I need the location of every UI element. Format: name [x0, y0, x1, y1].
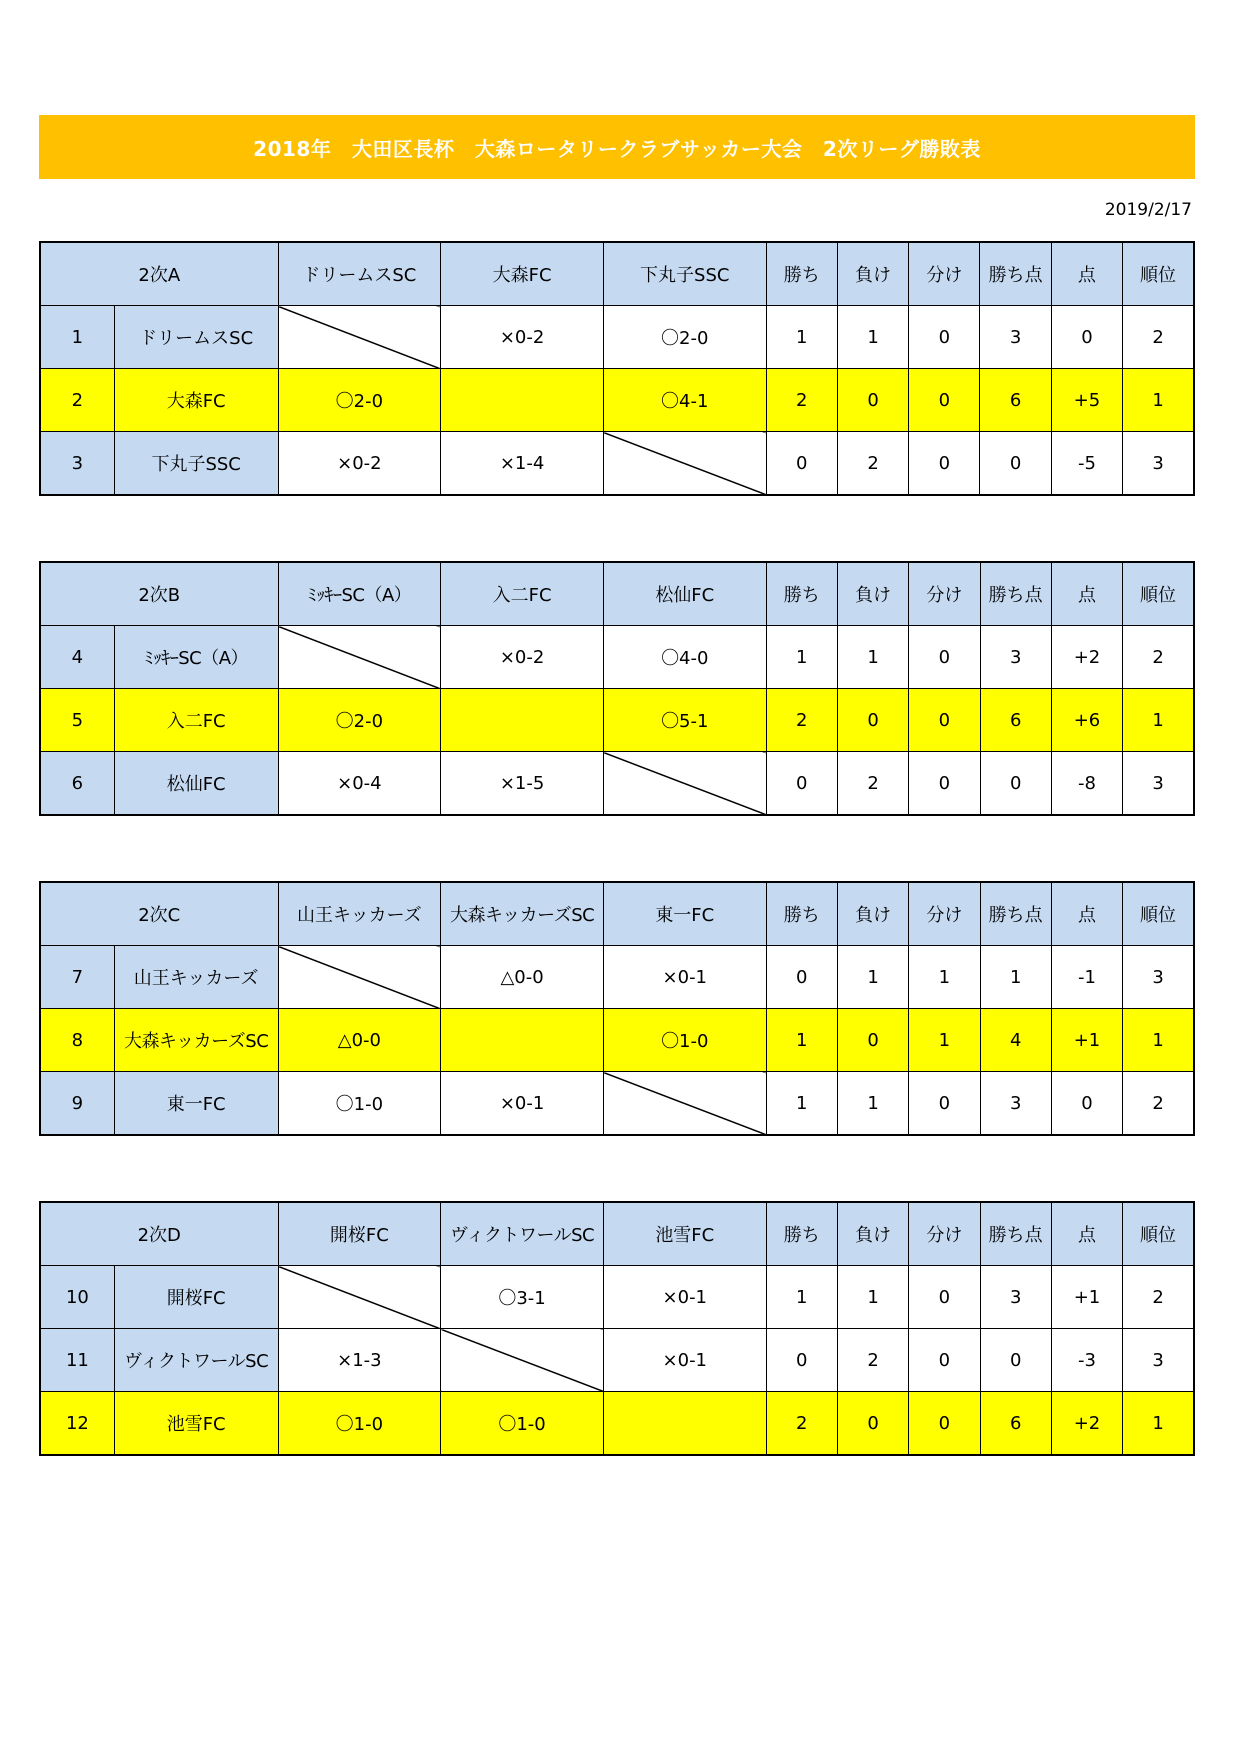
date-label: 2019/2/17	[1104, 200, 1192, 220]
stat-value: 0	[909, 689, 980, 752]
team-number: 5	[40, 689, 114, 752]
stat-header: 勝ち	[766, 1202, 837, 1266]
self-match-diagonal	[603, 1072, 766, 1136]
match-result: ×0-4	[278, 752, 441, 816]
stat-value: 4	[980, 1009, 1051, 1072]
match-result: 〇1-0	[603, 1009, 766, 1072]
stat-value: 0	[1051, 1072, 1122, 1136]
stat-value: 2	[766, 1392, 837, 1456]
match-result: 〇5-1	[603, 689, 766, 752]
match-result: 〇1-0	[278, 1072, 441, 1136]
self-match-diagonal	[278, 1266, 441, 1329]
stat-value: 1	[1123, 1392, 1194, 1456]
stat-value: 0	[837, 1392, 908, 1456]
stat-value: 1	[837, 946, 908, 1009]
opponent-header: 山王キッカーズ	[278, 882, 441, 946]
match-result: 〇2-0	[603, 306, 766, 369]
stat-value: 1	[766, 626, 837, 689]
stat-value: 2	[766, 689, 837, 752]
team-name: 入二FC	[114, 689, 278, 752]
stat-value: 3	[980, 626, 1051, 689]
stat-value: -3	[1051, 1329, 1122, 1392]
stat-value: 1	[837, 1266, 908, 1329]
match-result: 〇4-0	[603, 626, 766, 689]
self-match-diagonal	[278, 946, 441, 1009]
match-result: 〇2-0	[278, 689, 441, 752]
stat-header: 負け	[837, 242, 908, 306]
stat-header: 点	[1051, 882, 1122, 946]
match-result: △0-0	[278, 1009, 441, 1072]
opponent-header: 大森キッカーズSC	[441, 882, 604, 946]
stat-header: 順位	[1123, 1202, 1194, 1266]
match-result: ×0-1	[603, 1329, 766, 1392]
stat-value: 1	[1123, 689, 1194, 752]
stat-value: -5	[1051, 432, 1122, 496]
stat-value: 2	[1123, 626, 1194, 689]
match-result: ×1-3	[278, 1329, 441, 1392]
team-number: 1	[40, 306, 114, 369]
stat-value: 6	[980, 1392, 1051, 1456]
group-name: 2次D	[40, 1202, 278, 1266]
stat-value: 2	[766, 369, 837, 432]
stat-header: 勝ち	[766, 882, 837, 946]
self-match-diagonal	[441, 1329, 604, 1392]
stat-value: 2	[1123, 306, 1194, 369]
opponent-header: 池雪FC	[603, 1202, 766, 1266]
stat-value: +1	[1051, 1266, 1122, 1329]
stat-header: 順位	[1123, 562, 1194, 626]
stat-value: 1	[980, 946, 1051, 1009]
stat-value: 1	[1123, 1009, 1194, 1072]
stat-header: 分け	[909, 242, 980, 306]
team-number: 8	[40, 1009, 114, 1072]
team-name: ドリームスSC	[114, 306, 278, 369]
stat-value: 0	[1051, 306, 1122, 369]
stat-header: 順位	[1123, 882, 1194, 946]
stat-value: 1	[909, 946, 980, 1009]
stat-header: 分け	[909, 562, 980, 626]
self-match-diagonal	[441, 369, 604, 432]
stat-value: 0	[909, 369, 980, 432]
stat-value: 1	[837, 1072, 908, 1136]
stat-value: 2	[1123, 1072, 1194, 1136]
opponent-header: 東一FC	[603, 882, 766, 946]
stat-value: 0	[766, 1329, 837, 1392]
opponent-header: 開桜FC	[278, 1202, 441, 1266]
match-result: 〇1-0	[278, 1392, 441, 1456]
match-result: ×0-2	[278, 432, 441, 496]
table-row	[40, 626, 1194, 689]
opponent-header: 入二FC	[441, 562, 604, 626]
match-result: ×0-2	[441, 306, 604, 369]
match-result: ×1-4	[441, 432, 604, 496]
stat-value: +6	[1051, 689, 1122, 752]
stat-header: 分け	[909, 882, 980, 946]
table-row	[40, 752, 1194, 816]
opponent-header: ヴィクトワールSC	[441, 1202, 604, 1266]
opponent-header: ドリームスSC	[278, 242, 441, 306]
stat-header: 勝ち	[766, 242, 837, 306]
self-match-diagonal	[278, 306, 441, 369]
team-number: 10	[40, 1266, 114, 1329]
stat-value: 0	[909, 752, 980, 816]
stat-value: -1	[1051, 946, 1122, 1009]
match-result: ×0-1	[441, 1072, 604, 1136]
match-result: 〇3-1	[441, 1266, 604, 1329]
stat-header: 点	[1051, 1202, 1122, 1266]
stat-value: 1	[766, 1266, 837, 1329]
stat-value: 0	[909, 432, 980, 496]
table-header-row	[40, 562, 1194, 626]
match-result: 〇2-0	[278, 369, 441, 432]
match-result: ×1-5	[441, 752, 604, 816]
team-name: 大森キッカーズSC	[114, 1009, 278, 1072]
self-match-diagonal	[441, 689, 604, 752]
team-name: 下丸子SSC	[114, 432, 278, 496]
stat-value: 1	[909, 1009, 980, 1072]
match-result: 〇4-1	[603, 369, 766, 432]
stat-header: 負け	[837, 1202, 908, 1266]
stat-header: 点	[1051, 242, 1122, 306]
team-name: 松仙FC	[114, 752, 278, 816]
stat-header: 順位	[1123, 242, 1194, 306]
table-row	[40, 1329, 1194, 1392]
stat-value: 2	[837, 1329, 908, 1392]
table-row	[40, 306, 1194, 369]
opponent-header: 大森FC	[441, 242, 604, 306]
opponent-header: ﾐｯｷｰSC（A）	[278, 562, 441, 626]
stat-value: 0	[909, 626, 980, 689]
stat-value: 0	[837, 689, 908, 752]
stat-value: +5	[1051, 369, 1122, 432]
stat-value: 2	[1123, 1266, 1194, 1329]
stat-header: 勝ち点	[980, 1202, 1051, 1266]
table-header-row	[40, 242, 1194, 306]
match-result: ×0-2	[441, 626, 604, 689]
stat-value: 0	[980, 1329, 1051, 1392]
stat-header: 分け	[909, 1202, 980, 1266]
self-match-diagonal	[603, 752, 766, 816]
team-number: 3	[40, 432, 114, 496]
team-name: 大森FC	[114, 369, 278, 432]
stat-value: 3	[980, 1072, 1051, 1136]
team-number: 12	[40, 1392, 114, 1456]
self-match-diagonal	[603, 432, 766, 496]
table-row	[40, 1392, 1194, 1456]
table-row	[40, 432, 1194, 496]
team-number: 6	[40, 752, 114, 816]
stat-value: +1	[1051, 1009, 1122, 1072]
team-name: ヴィクトワールSC	[114, 1329, 278, 1392]
team-name: ﾐｯｷｰSC（A）	[114, 626, 278, 689]
match-result: ×0-1	[603, 946, 766, 1009]
stat-value: 0	[909, 1392, 980, 1456]
team-number: 9	[40, 1072, 114, 1136]
team-name: 開桜FC	[114, 1266, 278, 1329]
team-name: 池雪FC	[114, 1392, 278, 1456]
stat-value: 3	[1123, 432, 1194, 496]
title-banner	[39, 115, 1195, 179]
stat-value: 6	[980, 689, 1051, 752]
stat-value: +2	[1051, 1392, 1122, 1456]
self-match-diagonal	[278, 626, 441, 689]
stat-value: 0	[837, 1009, 908, 1072]
stat-value: 3	[980, 306, 1051, 369]
stat-header: 点	[1051, 562, 1122, 626]
table-row	[40, 369, 1194, 432]
stat-value: 3	[1123, 946, 1194, 1009]
team-number: 11	[40, 1329, 114, 1392]
stat-value: 0	[837, 369, 908, 432]
stat-header: 勝ち	[766, 562, 837, 626]
stat-value: 0	[766, 752, 837, 816]
league-table-3	[39, 1201, 1195, 1456]
stat-value: 1	[766, 306, 837, 369]
stat-value: 0	[909, 1329, 980, 1392]
stat-header: 負け	[837, 882, 908, 946]
stat-value: 2	[837, 432, 908, 496]
self-match-diagonal	[603, 1392, 766, 1456]
table-header-row	[40, 1202, 1194, 1266]
stat-value: 0	[980, 432, 1051, 496]
team-name: 山王キッカーズ	[114, 946, 278, 1009]
opponent-header: 下丸子SSC	[603, 242, 766, 306]
team-number: 2	[40, 369, 114, 432]
table-row	[40, 1009, 1194, 1072]
stat-value: 0	[909, 1072, 980, 1136]
group-name: 2次C	[40, 882, 278, 946]
stat-value: 1	[766, 1072, 837, 1136]
table-row	[40, 689, 1194, 752]
stat-value: 0	[909, 306, 980, 369]
group-name: 2次A	[40, 242, 278, 306]
stat-value: 0	[980, 752, 1051, 816]
stat-value: 1	[837, 306, 908, 369]
stat-value: 3	[980, 1266, 1051, 1329]
league-table-2	[39, 881, 1195, 1136]
stat-header: 勝ち点	[980, 882, 1051, 946]
team-number: 4	[40, 626, 114, 689]
stat-value: 0	[766, 432, 837, 496]
stat-value: 2	[837, 752, 908, 816]
stat-value: 1	[837, 626, 908, 689]
stat-value: 1	[1123, 369, 1194, 432]
table-row	[40, 946, 1194, 1009]
opponent-header: 松仙FC	[603, 562, 766, 626]
stat-header: 勝ち点	[980, 242, 1051, 306]
self-match-diagonal	[441, 1009, 604, 1072]
group-name: 2次B	[40, 562, 278, 626]
stat-value: +2	[1051, 626, 1122, 689]
match-result: ×0-1	[603, 1266, 766, 1329]
table-header-row	[40, 882, 1194, 946]
stat-value: -8	[1051, 752, 1122, 816]
stat-value: 0	[766, 946, 837, 1009]
league-table-0	[39, 241, 1195, 496]
team-number: 7	[40, 946, 114, 1009]
table-row	[40, 1266, 1194, 1329]
stat-value: 3	[1123, 1329, 1194, 1392]
page-title: 2018年 大田区長杯 大森ロータリークラブサッカー大会 2次リーグ勝敗表	[253, 136, 981, 161]
stat-value: 1	[766, 1009, 837, 1072]
stat-header: 負け	[837, 562, 908, 626]
league-table-1	[39, 561, 1195, 816]
team-name: 東一FC	[114, 1072, 278, 1136]
match-result: △0-0	[441, 946, 604, 1009]
match-result: 〇1-0	[441, 1392, 604, 1456]
stat-value: 0	[909, 1266, 980, 1329]
stat-value: 3	[1123, 752, 1194, 816]
stat-value: 6	[980, 369, 1051, 432]
table-row	[40, 1072, 1194, 1136]
stat-header: 勝ち点	[980, 562, 1051, 626]
